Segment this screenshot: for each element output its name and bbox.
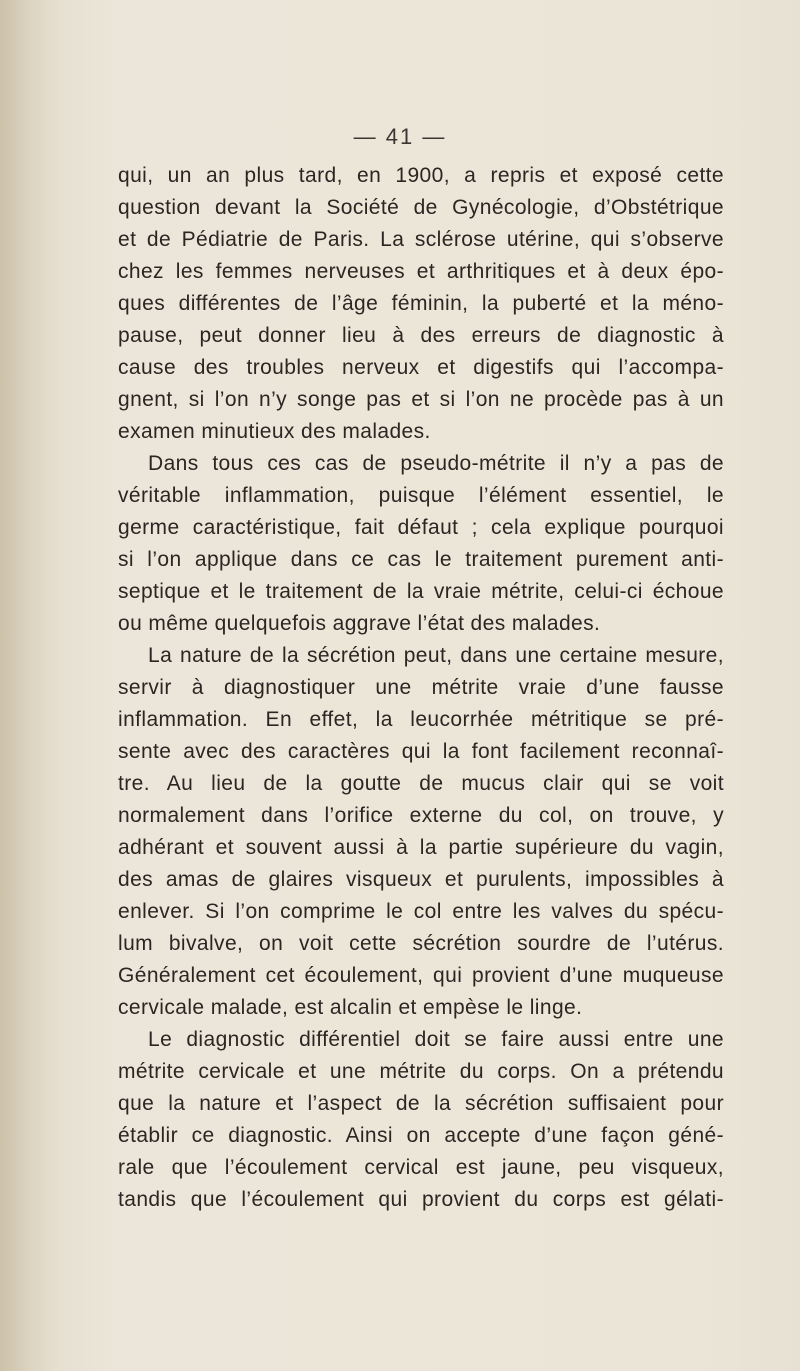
text-line: inflammation. En effet, la leucorrhée métritique se pré-: [118, 708, 724, 731]
text-line: tre. Au lieu de la goutte de mucus clair qui se voit: [118, 772, 724, 795]
text-line: gnent, si l’on n’y songe pas et si l’on ne procède pas à un: [118, 388, 724, 411]
page-edge-stain: [0, 0, 60, 1371]
body-text: [118, 160, 724, 1216]
text-line: ques différentes de l’âge féminin, la puberté et la méno-: [118, 292, 724, 315]
text-line: chez les femmes nerveuses et arthritiques et à deux épo-: [118, 260, 724, 283]
text-line: des amas de glaires visqueux et purulents, impossibles à: [118, 868, 724, 891]
text-line: qui, un an plus tard, en 1900, a repris et exposé cette: [118, 164, 724, 187]
text-line: que la nature et l’aspect de la sécrétion suffisaient pour: [118, 1092, 724, 1115]
text-line: enlever. Si l’on comprime le col entre les valves du spécu-: [118, 900, 724, 923]
text-line: septique et le traitement de la vraie métrite, celui-ci échoue: [118, 580, 724, 603]
text-line: cause des troubles nerveux et digestifs qui l’accompa-: [118, 356, 724, 379]
text-line: examen minutieux des malades.: [118, 420, 431, 443]
text-line: si l’on applique dans ce cas le traitement purement anti-: [118, 548, 724, 571]
text-line: normalement dans l’orifice externe du col, on trouve, y: [118, 804, 724, 827]
text-line: et de Pédiatrie de Paris. La sclérose utérine, qui s’observe: [118, 228, 724, 251]
text-line: adhérant et souvent aussi à la partie supérieure du vagin,: [118, 836, 724, 859]
text-line: métrite cervicale et une métrite du corps. On a prétendu: [118, 1060, 724, 1083]
text-line: lum bivalve, on voit cette sécrétion sourdre de l’utérus.: [118, 932, 724, 955]
text-line: rale que l’écoulement cervical est jaune, peu visqueux,: [118, 1156, 724, 1179]
text-line: Le diagnostic différentiel doit se faire aussi entre une: [148, 1028, 724, 1051]
text-line: servir à diagnostiquer une métrite vraie d’une fausse: [118, 676, 724, 699]
text-line: sente avec des caractères qui la font facilement reconnaî-: [118, 740, 724, 763]
text-line: Généralement cet écoulement, qui provient d’une muqueuse: [118, 964, 724, 987]
text-line: cervicale malade, est alcalin et empèse le linge.: [118, 996, 583, 1019]
text-line: tandis que l’écoulement qui provient du corps est gélati-: [118, 1188, 724, 1211]
text-line: pause, peut donner lieu à des erreurs de diagnostic à: [118, 324, 724, 347]
text-line: véritable inflammation, puisque l’élément essentiel, le: [118, 484, 724, 507]
text-line: ou même quelquefois aggrave l’état des malades.: [118, 612, 601, 635]
text-line: question devant la Société de Gynécologie, d’Obstétrique: [118, 196, 724, 219]
page-number: — 41 —: [353, 124, 447, 149]
text-line: La nature de la sécrétion peut, dans une certaine mesure,: [148, 644, 724, 667]
text-line: germe caractéristique, fait défaut ; cela explique pourquoi: [118, 516, 724, 539]
text-line: Dans tous ces cas de pseudo-métrite il n’y a pas de: [148, 452, 724, 475]
text-line: établir ce diagnostic. Ainsi on accepte d’une façon géné-: [118, 1124, 724, 1147]
